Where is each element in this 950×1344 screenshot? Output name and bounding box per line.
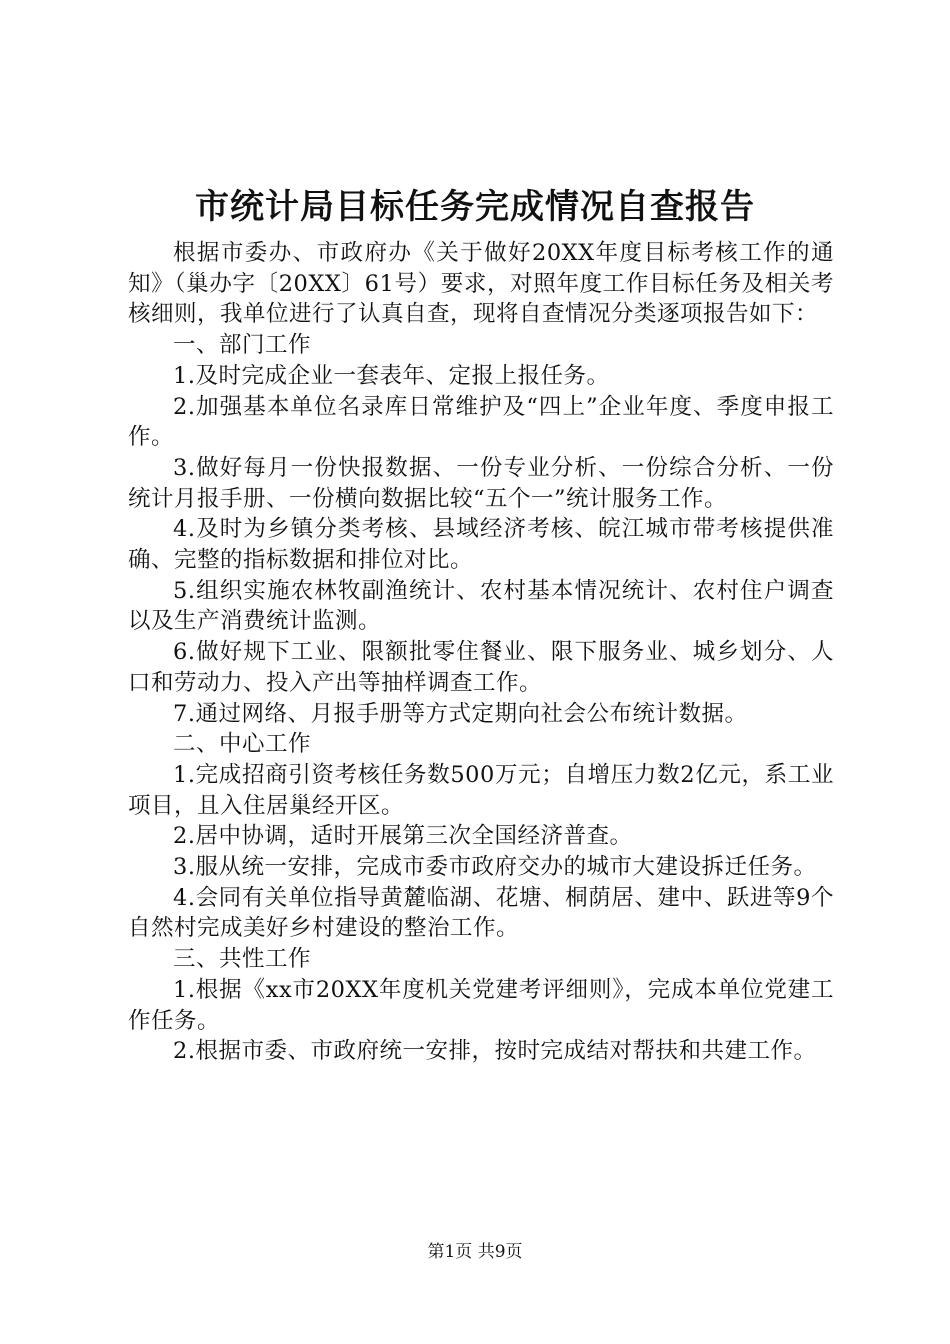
- section-heading-department-work: 一、部门工作: [173, 332, 312, 359]
- department-item-2: 2.加强基本单位名录库日常维护及“四上”企业年度、季度申报工作。: [128, 393, 834, 451]
- department-item-5: 5.组织实施农林牧副渔统计、农村基本情况统计、农村住户调查以及生产消费统计监测。: [128, 577, 834, 635]
- page-number-footer: 第1页 共9页: [427, 1242, 523, 1262]
- department-item-3: 3.做好每月一份快报数据、一份专业分析、一份综合分析、一份统计月报手册、一份横向数据比较“五个一”统计服务工作。: [128, 454, 834, 512]
- section-heading-central-work: 二、中心工作: [173, 731, 312, 758]
- central-item-2: 2.居中协调，适时开展第三次全国经济普查。: [173, 823, 633, 850]
- department-item-6: 6.做好规下工业、限额批零住餐业、限下服务业、城乡划分、人口和劳动力、投入产出等抽样调查工作。: [128, 639, 834, 696]
- intro-paragraph: 根据市委办、市政府办《关于做好20XX年度目标考核工作的通知》（巢办字〔20XX〕61号）要求，对照年度工作目标任务及相关考核细则，我单位进行了认真自查，现将自查情况分类逐项报告如下：: [128, 240, 834, 328]
- department-item-4: 4.及时为乡镇分类考核、县域经济考核、皖江城市带考核提供准确、完整的指标数据和排位对比。: [128, 516, 834, 574]
- department-item-1: 1.及时完成企业一套表年、定报上报任务。: [173, 362, 610, 389]
- central-item-3: 3.服从统一安排，完成市委市政府交办的城市大建设拆迁任务。: [173, 854, 817, 881]
- central-item-4: 4.会同有关单位指导黄麓临湖、花塘、桐荫居、建中、跃进等9个自然村完成美好乡村建设的整治工作。: [128, 884, 834, 942]
- document-title: 市统计局目标任务完成情况自查报告: [195, 187, 755, 227]
- common-item-1: 1.根据《xx市20XX年度机关党建考评细则》，完成本单位党建工作任务。: [128, 976, 834, 1034]
- section-heading-common-work: 三、共性工作: [173, 946, 312, 973]
- common-item-2: 2.根据市委、市政府统一安排，按时完成结对帮扶和共建工作。: [173, 1038, 817, 1065]
- department-item-7: 7.通过网络、月报手册等方式定期向社会公布统计数据。: [173, 700, 748, 727]
- document-body: [128, 238, 834, 1067]
- central-item-1: 1.完成招商引资考核任务数500万元；自增压力数2亿元，系工业项目，且入住居巢经开区。: [128, 761, 834, 819]
